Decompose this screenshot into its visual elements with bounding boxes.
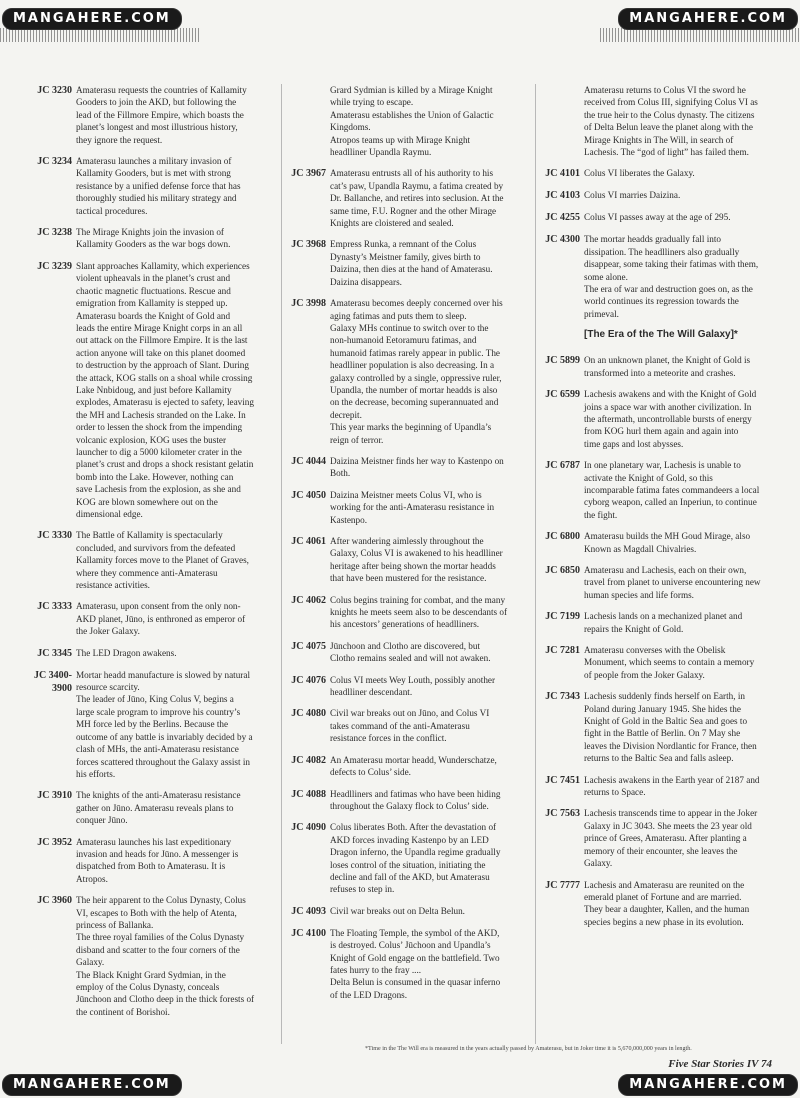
entry-year: JC 4103 (545, 190, 580, 202)
entry-text: The Battle of Kallamity is spectacularly concluded, and survivors from the defeated Kallamity forces move to the Planet of Graves, where they commence anti-Amaterasu resistance activities. (76, 530, 249, 591)
header-stripes-right (600, 28, 800, 42)
entry-text: Amaterasu launches a military invasion of Kallamity Gooders, but is met with strong resistance by a unified defense force that has thoroughly studied his military strategy and tactical procedures. (76, 156, 241, 216)
entry-text: Empress Runka, a remnant of the Colus Dynasty’s Meistner family, gives birth to Daizina, then dies at the hand of Amaterasu. Daizina disappears. (330, 239, 493, 287)
entry-text: Daizina Meistner finds her way to Kastenpo on Both. (330, 455, 504, 479)
entry-text: Grard Sydmian is killed by a Mirage Knight while trying to escape. Amaterasu establishes the Union of Galactic Kingdoms. Atropos teams up with Mirage Knight headlliner Upandla Raymu. (330, 85, 494, 158)
timeline-entry (284, 640, 532, 665)
timeline-entry (284, 535, 532, 585)
entry-year: JC 3967 (291, 168, 326, 180)
footnote: *Time in the The Will era is measured in the years actually passed by Amaterasu, but in Joker time it is 5,670,000,000 years in length. (365, 1046, 692, 1052)
timeline-entry (30, 260, 278, 521)
timeline-entry (284, 167, 532, 229)
entry-year: JC 4100 (291, 927, 326, 939)
timeline-entry (538, 388, 776, 450)
entry-text: Civil war breaks out on Jūno, and Colus VI takes command of the anti-Amaterasu resistance forces in the conflict. (330, 708, 490, 744)
header-stripes-left (0, 28, 200, 42)
entry-year: JC 3952 (37, 836, 72, 848)
timeline-entry (30, 226, 278, 251)
entry-year: JC 4088 (291, 788, 326, 800)
entry-year: JC 3998 (291, 298, 326, 310)
entry-year: JC 4093 (291, 905, 326, 917)
timeline-entry (538, 879, 776, 929)
entry-year: JC 4300 (545, 234, 580, 246)
entry-year: JC 7199 (545, 611, 580, 623)
entry-text: On an unknown planet, the Knight of Gold is transformed into a meteorite and crashes. (584, 355, 751, 378)
timeline-entry (284, 594, 532, 631)
entry-text: After wandering aimlessly throughout the Galaxy, Colus VI is awakened to his headlliner heritage after being shown the mortar headds that have been mustered for the resistance. (330, 536, 503, 584)
timeline-entry (538, 644, 776, 681)
timeline-entry (30, 529, 278, 591)
entry-year: JC 3330 (37, 530, 72, 542)
entry-text: Slant approaches Kallamity, which experiences violent upheavals in the planet’s crust and chaotic magnetic fluctuations. Rescue and emigration from Kallamity is stepped up. Amaterasu boards the Knight of Gold and leads the entire Mirage Knight corps in an all out attack on the Fillmore Empire. It is the last action anyone will take on this planet doomed to destruction by the approach of Slant. During the attack, KOG stalls on a shoal while crossing Lake Nnbidoug, and just before Kallamity explodes, Amaterasu is ejected to safety, leaving the MH and Lachesis stranded on the Lake. In order to lessen the shock from the impending volcanic explosion, KOG uses the buster launcher to dig a 5000 kilometer crater in the planet’s crust and drops a shock resistant gelatin bomb into the Lake. However, nothing can save Lachesis from the explosion, as she and KOG are blown somewhere out on the dimensional edge. (76, 260, 254, 519)
entry-text: Colus VI meets Wey Louth, possibly another headlliner descendant. (330, 674, 496, 698)
entry-year: JC 4062 (291, 594, 326, 606)
entry-year: JC 3239 (37, 260, 72, 272)
entry-year: JC 6850 (545, 564, 580, 576)
entry-text: Headlliners and fatimas who have been hiding throughout the Galaxy flock to Colus’ side. (330, 788, 501, 811)
timeline-entry (30, 600, 278, 637)
timeline-entry (30, 669, 278, 781)
watermark-top-left: MANGAHERE.COM (2, 8, 182, 30)
entry-year: JC 4255 (545, 212, 580, 224)
entry-year: JC 7777 (545, 879, 580, 891)
entry-year: JC 3960 (37, 895, 72, 907)
timeline-entry (284, 674, 532, 699)
entry-year: JC 4080 (291, 708, 326, 720)
entry-text: The knights of the anti-Amaterasu resistance gather on Jūno. Amaterasu reveals plans to conquer Jūno. (76, 790, 241, 826)
entry-year: JC 4101 (545, 168, 580, 180)
entry-text: Amaterasu and Lachesis, each on their own, travel from planet to universe encountering new human species and life forms. (584, 564, 761, 600)
entry-year: JC 6599 (545, 389, 580, 401)
entry-text: The mortar headds gradually fall into dissipation. The headlliners also gradually disappear, some taking their fatimas with them, some alone. The era of war and destruction goes on, as the world continues its regression towards the primeval. (584, 234, 759, 319)
entry-year: JC 3968 (291, 239, 326, 251)
page-label: Five Star Stories IV 74 (668, 1058, 772, 1070)
entry-text: Amaterasu becomes deeply concerned over his aging fatimas and puts them to sleep. Galaxy MHs continue to switch over to the non-humanoid Eetoramuru fatimas, and humanoid fatimas rarely appear in public. The headlliner population is also decreasing. In a galaxy controlled by a single, oppressive ruler, Upandla, the number of mortar headds is also on the decrease, becoming superannuated and decrepit. This year marks the beginning of Upandla’s reign of terror. (330, 298, 503, 445)
entry-year: JC 3234 (37, 156, 72, 168)
timeline-entry (538, 690, 776, 764)
timeline-entry (30, 647, 278, 660)
entry-year: JC 3345 (37, 647, 72, 659)
entry-text: Lachesis lands on a mechanized planet and repairs the Knight of Gold. (584, 611, 743, 634)
entry-year: JC 3400- 3900 (33, 669, 72, 694)
entry-text: Lachesis transcends time to appear in the Joker Galaxy in JC 3043. She meets the 23 year old prince of Grees, Amaterasu. After planting a memory of their encounter, she leaves the Galaxy. (584, 808, 758, 869)
timeline-entry (538, 610, 776, 635)
timeline-entry (538, 211, 776, 224)
entry-text: Amaterasu, upon consent from the only non- AKD planet, Jūno, is enthroned as emperor of the Joker Galaxy. (76, 601, 246, 637)
timeline-entry (538, 807, 776, 869)
timeline-entry (538, 564, 776, 601)
timeline-entry (30, 836, 278, 886)
entry-text: The LED Dragon awakens. (76, 647, 177, 658)
timeline-entry (284, 84, 532, 158)
entry-year: JC 4044 (291, 455, 326, 467)
timeline-entry (538, 530, 776, 555)
entry-text: Amaterasu returns to Colus VI the sword he received from Colus III, signifying Colus VI as the true heir to the Colus dynasty. The citizens of Delta Belun leave the planet along with the Mirage Knights in The Will, in search of Lachesis. The “god of light” has failed them. (584, 85, 758, 158)
entry-year: JC 7451 (545, 774, 580, 786)
era-heading: [The Era of the The Will Galaxy]* (584, 329, 738, 341)
entry-text: Amaterasu converses with the Obelisk Monument, which seems to contain a memory of people from the Joker Galaxy. (584, 645, 755, 680)
timeline-entry (284, 821, 532, 895)
entry-text: Lachesis and Amaterasu are reunited on the emerald planet of Fortune and are married. They bear a daughter, Kallen, and the human species begins a new phase in its evolution. (584, 879, 750, 927)
entry-text: Amaterasu builds the MH Goud Mirage, also Known as Magdall Chivalries. (584, 531, 751, 554)
entry-year: JC 5899 (545, 355, 580, 367)
entry-year: JC 3230 (37, 85, 72, 96)
timeline-entry (538, 354, 776, 379)
timeline-entry (284, 707, 532, 744)
entry-text: Colus begins training for combat, and the many knights he meets seem also to be descendants of his ancestors’ generations of headlliners. (330, 594, 508, 630)
timeline-entry (284, 297, 532, 446)
entry-year: JC 6800 (545, 531, 580, 543)
entry-year: JC 3910 (37, 790, 72, 802)
entry-text: Colus liberates Both. After the devastation of AKD forces invading Kastenpo by an LED Dragon inferno, the Upandla regime gradually loses control of the situation, initiating the decline and fall of the AKD, but Amaterasu refuses to step in. (330, 822, 501, 895)
timeline-entry (30, 894, 278, 1018)
entry-text: Colus VI marries Daizina. (584, 190, 681, 201)
timeline-column-2 (284, 84, 532, 1010)
entry-text: Lachesis suddenly finds herself on Earth, in Poland during January 1945. She hides the Knight of Gold in the Baltic Sea and goes to fight in the Battle of Berlin. On 7 May she leaves the Division Nordlantic for France, then returns to the Baltic Sea and falls asleep. (584, 691, 757, 764)
entry-year: JC 3238 (37, 227, 72, 239)
watermark-bottom-right: MANGAHERE.COM (618, 1074, 798, 1096)
entry-text: Amaterasu launches his last expeditionary invasion and heads for Jūno. A messenger is dispatched from Both to Amaterasu. It is Atropos. (76, 836, 239, 884)
column-divider-1 (281, 84, 282, 1044)
entry-year: JC 7281 (545, 645, 580, 656)
entry-text: Civil war breaks out on Delta Belun. (330, 905, 465, 916)
entry-year: JC 4075 (291, 640, 326, 652)
entry-text: Jūnchoon and Clotho are discovered, but Clotho remains sealed and will not awaken. (330, 640, 491, 664)
entry-year: JC 4082 (291, 754, 326, 766)
timeline-entry (538, 167, 776, 180)
entry-text: Lachesis awakens in the Earth year of 2187 and returns to Space. (584, 774, 760, 798)
entry-year: JC 4090 (291, 822, 326, 834)
entry-year: JC 3333 (37, 601, 72, 613)
timeline-entry (284, 927, 532, 1001)
watermark-top-right: MANGAHERE.COM (618, 8, 798, 30)
timeline-entry (284, 238, 532, 288)
timeline-entry (30, 155, 278, 217)
entry-year: JC 4076 (291, 674, 326, 686)
timeline-entry (284, 489, 532, 526)
timeline-entry (538, 84, 776, 158)
entry-text: The Floating Temple, the symbol of the AKD, is destroyed. Colus’ Jūchoon and Upandla’s Knight of Gold engage on the battlefield. Two fates hurry to the fray .... Delta Belun is consumed in the quasar inferno of the LED Dragons. (330, 927, 501, 1000)
entry-text: Daizina Meistner meets Colus VI, who is working for the anti-Amaterasu resistance in Kastenpo. (330, 489, 495, 525)
entry-text: An Amaterasu mortar headd, Wunderschatze, defects to Colus’ side. (330, 754, 497, 778)
timeline-entry (538, 774, 776, 799)
entry-year: JC 6787 (545, 460, 580, 472)
entry-year: JC 4061 (291, 536, 326, 547)
entry-year: JC 7343 (545, 691, 580, 703)
timeline-column-3 (538, 84, 776, 937)
watermark-bottom-left: MANGAHERE.COM (2, 1074, 182, 1096)
entry-text: Mortar headd manufacture is slowed by natural resource scarcity. The leader of Jūno, King Colus V, begins a large scale program to improve his country’s MH force led by the Berlins. Because the outcome of any battle is invariably decided by a clash of MHs, the anti-Amaterasu resistance forces scattered throughout the Galaxy assist in his efforts. (76, 669, 253, 779)
entry-year: JC 4050 (291, 489, 326, 501)
timeline-entry (538, 233, 776, 320)
timeline-entry (284, 905, 532, 918)
timeline-entry (538, 459, 776, 521)
entry-text: Amaterasu requests the countries of Kallamity Gooders to join the AKD, but following the lead of the Fillmore Empire, which boasts the planet’s longest and most illustrious history, they ignore the request. (76, 85, 247, 145)
timeline-entry (538, 189, 776, 202)
timeline-entry (284, 455, 532, 480)
entry-year: JC 7563 (545, 808, 580, 820)
column-divider-2 (535, 84, 536, 1044)
entry-text: Lachesis awakens and with the Knight of Gold joins a space war with another civilization. In the aftermath, uncontrollable bursts of energy from KOG hurl them again and again into time gaps and lost abysses. (584, 389, 757, 449)
timeline-column-1 (30, 84, 278, 1027)
timeline-entry (30, 84, 278, 146)
timeline-entry (30, 789, 278, 826)
entry-text: Amaterasu entrusts all of his authority to his cat’s paw, Upandla Raymu, a fatima created by Dr. Ballanche, and retires into seclusion. At the same time, F.U. Rogner and the other Mirage Knights are cloistered and sealed. (330, 168, 504, 229)
entry-text: Colus VI passes away at the age of 295. (584, 212, 731, 223)
timeline-entry (284, 754, 532, 779)
timeline-entry (284, 788, 532, 813)
entry-text: The heir apparent to the Colus Dynasty, Colus VI, escapes to Both with the help of Atenta, princess of Ballanka. The three royal families of the Colus Dynasty disband and scatter to the four corners of the Galaxy. The Black Knight Grard Sydmian, in the employ of the Colus Dynasty, conceals Jūnchoon and Clotho deep in the thick forests of the continent of Borishoi. (76, 895, 255, 1017)
entry-text: Colus VI liberates the Galaxy. (584, 168, 695, 179)
entry-text: The Mirage Knights join the invasion of Kallamity Gooders as the war bogs down. (76, 227, 231, 250)
entry-text: In one planetary war, Lachesis is unable to activate the Knight of Gold, so this incomparable fatima fates commandeers a local cyborg weapon, called an Inperiun, to continue the fight. (584, 460, 760, 520)
